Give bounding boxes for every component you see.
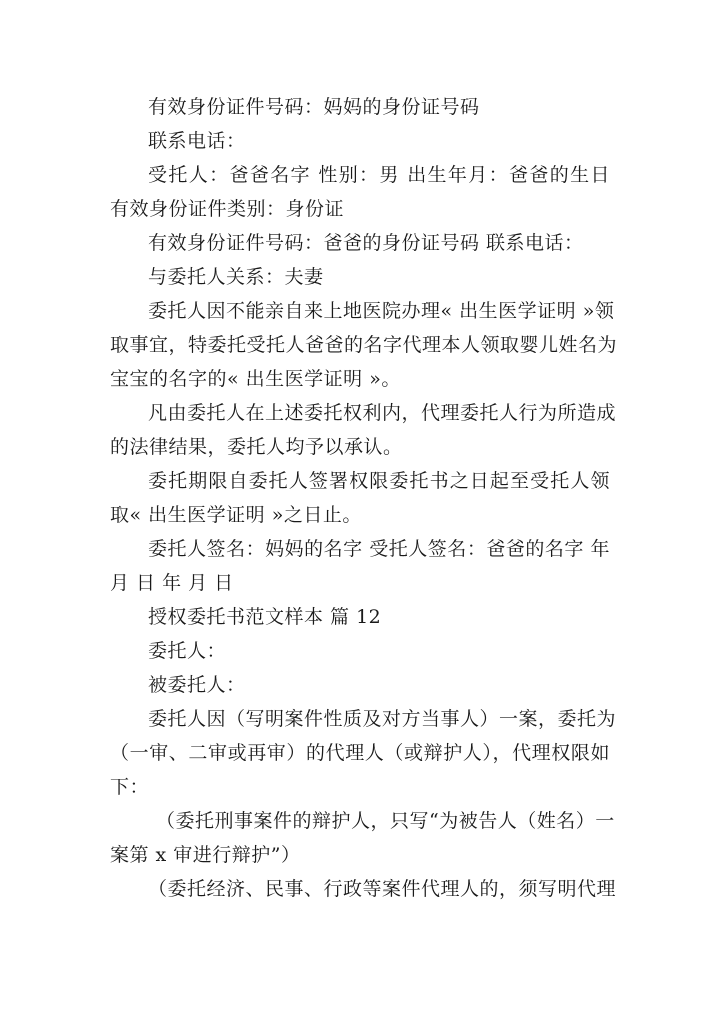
text-line: 被委托人： bbox=[148, 674, 246, 696]
text-line: 凡由委托人在上述委托权利内，代理委托人行为所造成 bbox=[148, 402, 617, 424]
text-line: 受托人：爸爸名字 性别：男 出生年月：爸爸的生日 bbox=[148, 164, 610, 186]
text-line: 取事宜，特委托受托人爸爸的名字代理本人领取婴儿姓名为 bbox=[110, 334, 618, 356]
section-heading: 授权委托书范文样本 篇 12 bbox=[148, 606, 382, 628]
text-line: 委托人因不能亲自来上地医院办理« 出生医学证明 »领 bbox=[148, 300, 615, 322]
text-line: 委托人签名：妈妈的名字 受托人签名：爸爸的名字 年 bbox=[148, 538, 610, 560]
text-line: 有效身份证件号码：爸爸的身份证号码 联系电话： bbox=[148, 232, 584, 254]
text-line: 与委托人关系：夫妻 bbox=[148, 266, 324, 288]
text-line: 宝宝的名字的« 出生医学证明 »。 bbox=[110, 368, 401, 390]
text-line: 委托人因（写明案件性质及对方当事人）一案，委托为 bbox=[148, 708, 617, 730]
text-line: （委托经济、民事、行政等案件代理人的，须写明代理 bbox=[148, 878, 617, 900]
text-line: 有效身份证件号码：妈妈的身份证号码 bbox=[148, 96, 480, 118]
text-line: （委托刑事案件的辩护人，只写“为被告人（姓名）一 bbox=[156, 810, 615, 832]
text-line: 取« 出生医学证明 »之日止。 bbox=[110, 504, 362, 526]
text-line: 委托期限自委托人签署权限委托书之日起至受托人领 bbox=[148, 470, 610, 492]
text-line: 案第 x 审进行辩护”） bbox=[110, 844, 301, 866]
text-line: 有效身份证件类别：身份证 bbox=[110, 198, 345, 220]
text-line: 的法律结果，委托人均予以承认。 bbox=[110, 436, 403, 458]
text-line: 月 日 年 月 日 bbox=[110, 572, 234, 594]
document-page bbox=[110, 90, 618, 906]
text-line: 下： bbox=[110, 776, 150, 798]
text-line: 委托人： bbox=[148, 640, 227, 662]
text-line: （一审、二审或再审）的代理人（或辩护人），代理权限如 bbox=[110, 742, 610, 764]
text-line: 联系电话： bbox=[148, 130, 246, 152]
